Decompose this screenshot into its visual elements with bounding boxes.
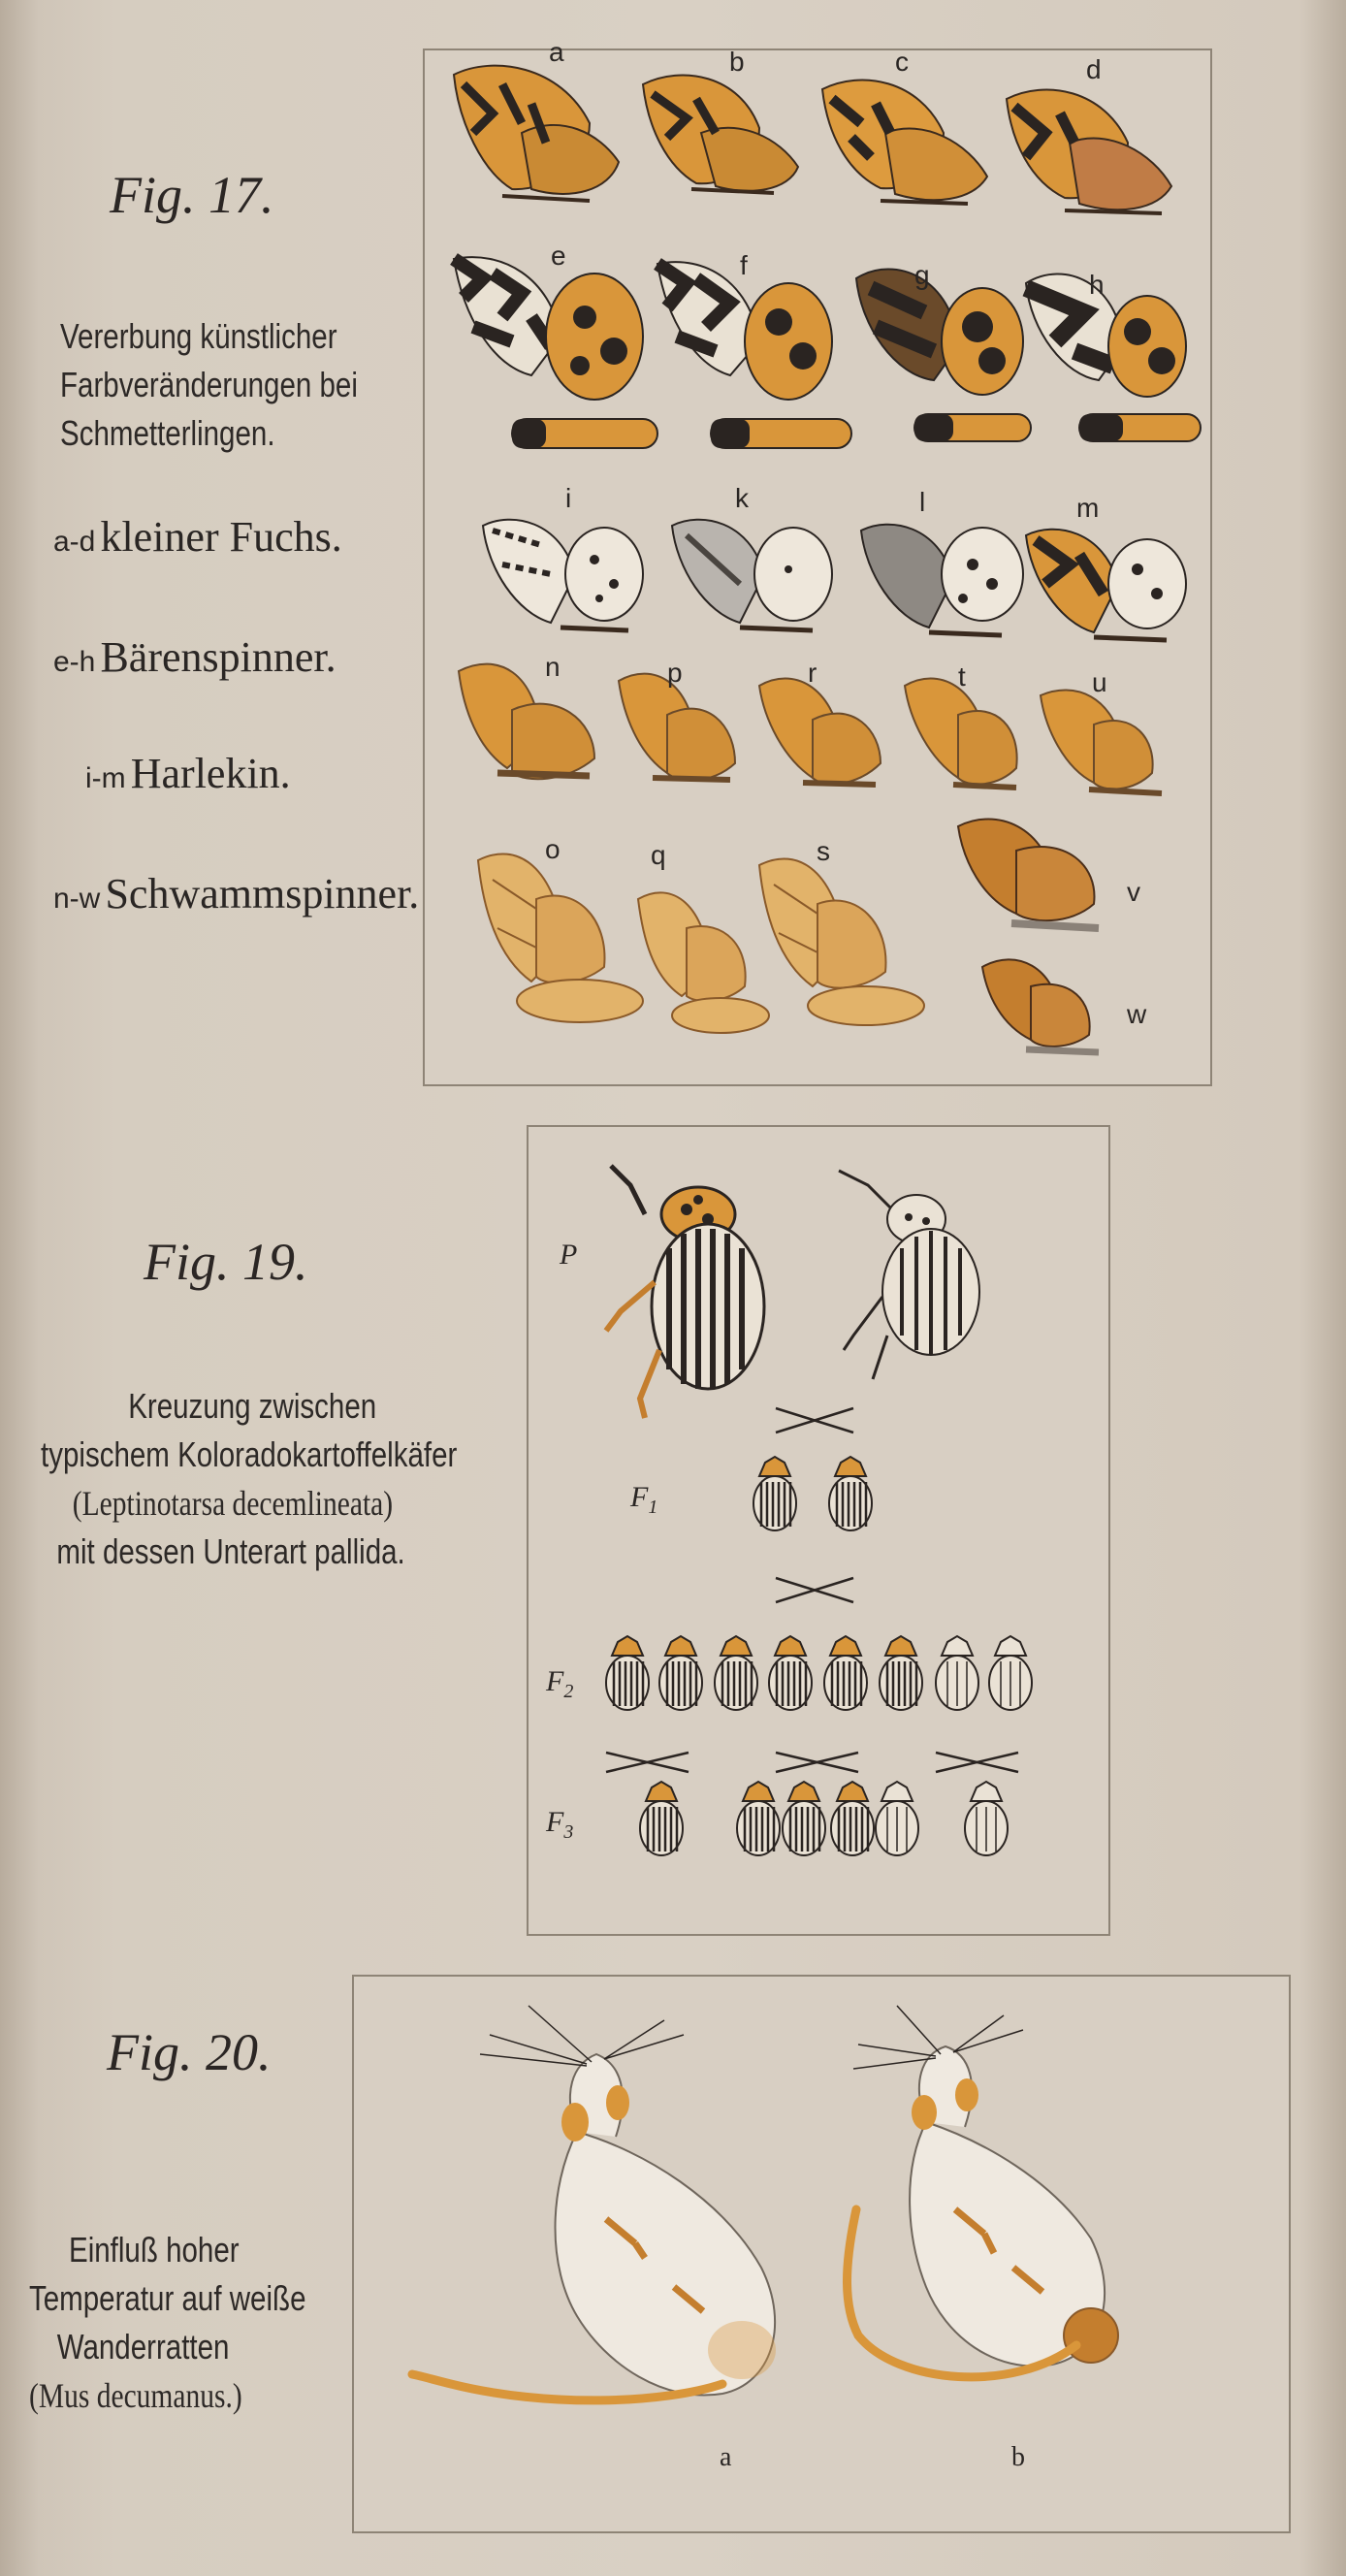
fig17-legend-im (85, 749, 291, 798)
legend-key: e-h (53, 646, 96, 678)
fig19-plate (527, 1125, 1110, 1936)
fig19-caption-line: mit dessen Unterart pallida. (56, 1531, 405, 1571)
moth-s (759, 858, 924, 1025)
beetle-typical-small (606, 1636, 649, 1710)
beetle-typical-small (831, 1782, 874, 1855)
beetle-typical-small (640, 1782, 683, 1855)
moth-u (1041, 691, 1162, 793)
moth-e (454, 257, 657, 448)
butterfly-a (454, 66, 619, 201)
label-r: r (808, 658, 817, 688)
rat-label-b: b (1011, 2442, 1025, 2472)
label-u: u (1092, 667, 1107, 697)
beetle-typical-small (880, 1636, 922, 1710)
label-i: i (565, 483, 572, 513)
label-s: s (817, 836, 830, 866)
fig19-caption-line: (Leptinotarsa decemlineata) (72, 1484, 394, 1523)
generation-f3 (546, 1806, 573, 1844)
beetle-pallida-small (876, 1782, 918, 1855)
label-h: h (1089, 270, 1105, 300)
fig20-caption-line: Wanderratten (56, 2327, 230, 2367)
label-m: m (1076, 493, 1100, 523)
fig20-title: Fig. 20. (107, 2023, 272, 2081)
beetle-pallida-small (989, 1636, 1032, 1710)
rat-label-a: a (720, 2442, 732, 2472)
generation-p: P (560, 1239, 578, 1271)
fig17-caption-line: Schmetterlingen. (60, 413, 275, 453)
fig19-caption-line: Kreuzung zwischen (128, 1386, 377, 1426)
label-g: g (914, 260, 930, 290)
rat-b (847, 2006, 1118, 2377)
beetle-typical-small (715, 1636, 757, 1710)
legend-key: n-w (53, 883, 101, 915)
legend-key: i-m (85, 762, 126, 794)
moth-f (657, 262, 851, 448)
moth-h (1026, 274, 1201, 441)
fig20-plate (352, 1975, 1291, 2533)
label-b: b (729, 47, 745, 77)
beetle-typical-small (737, 1782, 780, 1855)
legend-text: Schwammspinner. (105, 870, 420, 918)
fig17-plate (423, 37, 1212, 1086)
fig17-legend-eh (53, 632, 336, 682)
generation-f2 (546, 1665, 573, 1703)
moth-v (958, 820, 1099, 929)
butterfly-b (643, 75, 798, 193)
label-t: t (958, 661, 966, 692)
fig17-legend-nw (53, 869, 419, 918)
label-a: a (549, 37, 564, 67)
moth-n (459, 664, 594, 780)
fig19-caption-line: typischem Koloradokartoffelkäfer (41, 1434, 458, 1474)
fig20-caption (29, 2226, 347, 2420)
beetle-typical (606, 1166, 764, 1418)
label-c: c (895, 47, 909, 77)
label-w: w (1127, 999, 1147, 1029)
moth-i (483, 520, 643, 630)
moth-r (759, 679, 881, 786)
beetle-cross-art (529, 1127, 1108, 1934)
rats-art (354, 1977, 1289, 2531)
beetle-typical-small (659, 1636, 702, 1710)
moth-t (905, 679, 1017, 789)
generation-f2-sub: 2 (563, 1681, 574, 1702)
rat-a (412, 2006, 776, 2400)
moth-q (638, 892, 769, 1033)
fig17-caption-line: Farbveränderungen bei (60, 365, 358, 404)
label-n: n (545, 652, 561, 682)
legend-text: Bärenspinner. (100, 633, 336, 681)
fig17-caption-line: Vererbung künstlicher (60, 316, 337, 356)
label-k: k (735, 483, 749, 513)
generation-f1-sub: 1 (648, 1497, 658, 1518)
beetle-pallida (839, 1171, 979, 1379)
generation-f1-letter: F (630, 1481, 649, 1513)
beetle-typical-small (829, 1457, 872, 1530)
label-d: d (1086, 54, 1102, 84)
beetle-pallida-small (936, 1636, 978, 1710)
beetle-typical-small (769, 1636, 812, 1710)
generation-f1 (630, 1481, 657, 1519)
beetle-pallida-small (965, 1782, 1008, 1855)
fig19-title: Fig. 19. (144, 1233, 308, 1291)
cross-symbol (606, 1408, 1018, 1772)
moth-m (1026, 530, 1186, 640)
fig20-caption-line: (Mus decumanus.) (29, 2376, 242, 2415)
butterfly-c (822, 80, 987, 204)
legend-text: kleiner Fuchs. (100, 513, 342, 561)
label-v: v (1127, 877, 1140, 907)
legend-key: a-d (53, 526, 96, 558)
label-l: l (919, 487, 926, 517)
label-o: o (545, 834, 561, 864)
fig17-legend-ad (53, 512, 342, 562)
moth-p (619, 674, 735, 781)
beetle-typical-small (753, 1457, 796, 1530)
moth-l (861, 525, 1023, 635)
label-p: p (667, 658, 683, 688)
fig17-title: Fig. 17. (110, 166, 274, 224)
beetle-generations (606, 1457, 1032, 1855)
moth-o (478, 853, 643, 1022)
label-q: q (651, 840, 666, 870)
generation-f3-letter: F (546, 1806, 564, 1838)
label-f: f (740, 250, 748, 280)
generation-f2-letter: F (546, 1665, 564, 1697)
label-e: e (551, 241, 566, 271)
moth-g (856, 270, 1031, 441)
fig20-caption-line: Einfluß hoher (69, 2230, 240, 2270)
beetle-typical-small (783, 1782, 825, 1855)
butterfly-d (1007, 89, 1171, 213)
butterfly-plate-art (425, 50, 1210, 1084)
legend-text: Harlekin. (130, 750, 291, 797)
fig17-caption (60, 312, 358, 458)
beetle-typical-small (824, 1636, 867, 1710)
fig19-caption (41, 1382, 550, 1576)
fig20-caption-line: Temperatur auf weiße (29, 2278, 306, 2318)
moth-w (982, 959, 1099, 1052)
generation-f3-sub: 3 (563, 1821, 574, 1843)
moth-k (672, 520, 832, 630)
